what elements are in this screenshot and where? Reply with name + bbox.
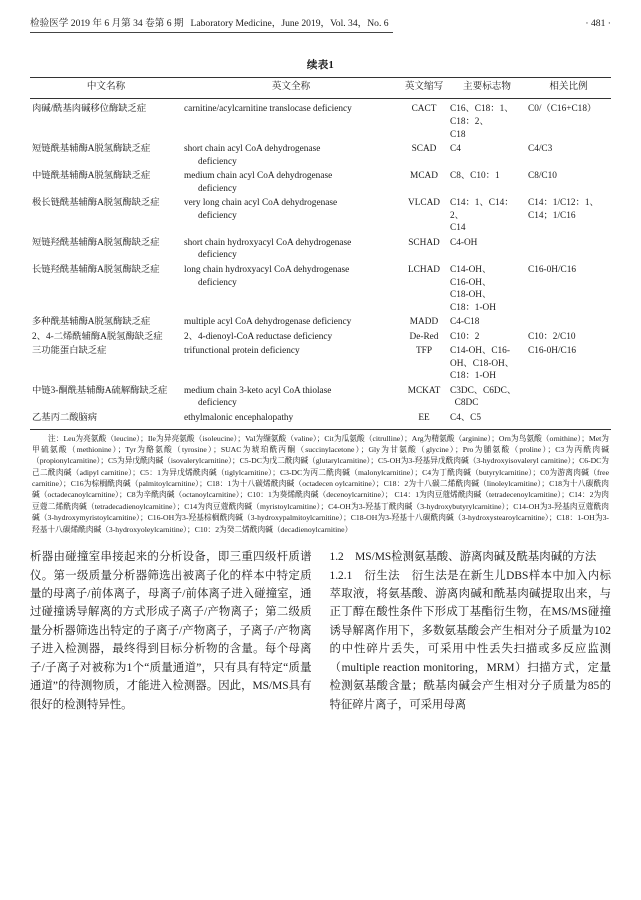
cell-chinese-name: 中链酰基辅酶A脱氢酶缺乏症 xyxy=(32,171,151,182)
cell-english-name: medium chain 3-keto acyl CoA thiolase deficiency xyxy=(184,385,332,409)
column-header-chinese-name: 中文名称 xyxy=(86,81,126,93)
cell-related-ratio xyxy=(526,384,611,411)
table-row xyxy=(30,142,611,169)
column-header-main-marker: 主要标志物 xyxy=(463,81,511,93)
disease-marker-table xyxy=(30,77,611,425)
cell-chinese-name: 极长链酰基辅酶A脱氢酶缺乏症 xyxy=(32,198,160,209)
cell-abbreviation: EE xyxy=(418,412,430,423)
table-footnote: 注：Leu为亮氨酸（leucine）；Ile为异亮氨酸（isoleucine）；Val为缬氨酸（valine）；Cit为瓜氨酸（citrulline）；Arg为精氨酸（arginine）；Orn为鸟氨酸（ornithine）；Met为甲硫氨酸（methionine）；Tyr为酪氨酸（tyrosine）；SUAC为琥珀酰丙酮（succinylacetone）；Gly为甘氨酸（glycine）；Pro为脯氨酸（proline）；C3为丙酰肉碱（propionylcarnitine）；C5为异戊酰肉碱（isovalerylcarnitine）；C5-DC为戊二酰肉碱（glutarylcarnitine）；C5-OH为3-羟基异戊酰肉碱（3-hydroxyisovaleryl carnitine）；C6-DC为己二酰肉碱（adipyl carnitine）；C5：1为异戊烯酰肉碱（tiglylcarnitine）；C3-DC为丙二酰肉碱（malonylcarnitine）；C4为丁酰肉碱（butyrylcarnitine）；C0为游离肉碱（free carnitine）；C16为棕榈酰肉碱（palmitoylcarnitine）；C18：1为十八碳烯酰肉碱（octadecen oylcarnitine）；C18：2为十八碳二烯酰肉碱（linoleylcarnitine）；C18为十八碳酰肉碱（octadecanoylcarnitine）；C8为辛酰肉碱（octanoylcarnitine）；C10：1为葵烯酰肉碱（decenoylcarnitine）； C14：1为肉豆蔻烯酰肉碱（tetradecenoylcarnitine）；C14：2为肉豆蔻二烯酰肉碱（tetradecadienoylcarnitine）；C14为肉豆蔻酰肉碱（myristoylcarnitine）；C4-OH为3-羟基丁酰肉碱（3-hydroxybutyrylcarnitine）；C14-OH为3-羟基肉豆蔻酰肉碱（3-hydroxymyristoylcarnitine）；C16-OH为3-羟基棕榈酰肉碱（3-hydroxypalmitoylcarnitine）；C18-OH为3-羟基十八碳酰肉碱（3-hydroxystearoylcarnitine）；C18：1-OH为3-羟基十八碳烯酰肉碱（3-hydroxyoleylcarnitine）；C10：2为癸二烯酰肉碱（decadienoylcarnitine） xyxy=(32,433,609,534)
table-row xyxy=(30,263,611,315)
cell-english-name: medium chain acyl CoA dehydrogenase deficiency xyxy=(184,171,333,194)
table-row xyxy=(30,99,611,142)
cell-main-marker: C14-OH、C16- OH、C18-OH、 C18：1-OH xyxy=(450,346,515,382)
cell-english-name: short chain acyl CoA dehydrogenase deficiency xyxy=(184,144,321,167)
cell-chinese-name: 乙基丙二酸脑病 xyxy=(32,412,98,423)
cell-abbreviation: SCHAD xyxy=(408,237,440,248)
table-row xyxy=(30,330,611,345)
running-head-left xyxy=(30,18,393,33)
table-row xyxy=(30,236,611,263)
cell-chinese-name: 长链羟酰基辅酶A脱氢酶缺乏症 xyxy=(32,264,160,275)
table-body xyxy=(30,99,611,426)
cell-abbreviation: CACT xyxy=(411,104,437,115)
section-paragraph-1-2-1: 1.2.1 衍生法 衍生法是在新生儿DBS样本中加入内标萃取液，将氨基酸、游离肉碱和酰基肉碱提取出来，与正丁醇在酸性条件下形成丁基酯衍生物，在MS/MS碰撞诱导解离作用下，多数氨基酸会产生相对分子质量为102的中性碎片丢失，可采用中性丢失扫描或多反应监测（multiple reaction monitoring，MRM）扫描方式，定量检测氨基酸含量；酰基肉碱会产生相对分子质量为85的特征碎片离子，可采用母离 xyxy=(329,569,611,711)
cell-main-marker: C14-OH、 C16-OH、 C18-OH、 C18：1-OH xyxy=(450,264,496,313)
cell-chinese-name: 短链羟酰基辅酶A脱氢酶缺乏症 xyxy=(32,237,160,248)
table-row xyxy=(30,384,611,411)
cell-chinese-name: 中链3-酮酰基辅酶A硫解酶缺乏症 xyxy=(32,385,168,396)
table-head xyxy=(30,78,611,99)
body-column-left xyxy=(30,548,312,714)
cell-english-name: ethylmalonic encephalopathy xyxy=(184,412,294,423)
cell-abbreviation: TFP xyxy=(415,346,433,357)
cell-abbreviation: MCAD xyxy=(410,171,438,182)
cell-related-ratio: C4/C3 xyxy=(528,144,553,155)
cell-main-marker: C3DC、C6DC、 C8DC xyxy=(450,385,517,409)
table-header-row xyxy=(30,78,611,99)
cell-related-ratio: C16-0H/C16 xyxy=(528,346,577,357)
cell-abbreviation: SCAD xyxy=(411,144,437,155)
section-heading-1-2: 1.2 MS/MS检测氨基酸、游离肉碱及酰基肉碱的方法 xyxy=(329,551,597,564)
cell-abbreviation: De-Red xyxy=(409,331,439,342)
cell-english-name: long chain hydroxyacyl CoA dehydrogenase deficiency xyxy=(184,264,350,288)
column-header-related-ratio: 相关比例 xyxy=(549,81,588,93)
cell-english-name: very long chain acyl CoA dehydrogenase deficiency xyxy=(184,198,338,221)
cell-related-ratio: C0/（C16+C18） xyxy=(528,104,597,115)
cell-related-ratio xyxy=(526,315,611,330)
cell-chinese-name: 肉碱/酰基肉碱移位酶缺乏症 xyxy=(32,104,147,115)
cell-related-ratio xyxy=(526,236,611,263)
table-row xyxy=(30,411,611,426)
cell-english-name: short chain hydroxyacyl CoA dehydrogenase deficiency xyxy=(184,237,352,261)
table-row xyxy=(30,315,611,330)
cell-abbreviation: MADD xyxy=(409,317,439,328)
cell-related-ratio: C14：1/C12：1、 C14；1/C16 xyxy=(528,198,599,221)
journal-title-cn: 检验医学 2019 年 6 月第 34 卷第 6 期 xyxy=(30,18,184,29)
cell-chinese-name: 2、4-二烯酰辅酶A脱氢酶缺乏症 xyxy=(32,331,163,342)
running-head xyxy=(30,18,611,35)
cell-main-marker: C4 xyxy=(450,144,461,155)
table-bottom-rule xyxy=(30,429,611,430)
cell-abbreviation: VLCAD xyxy=(407,198,441,209)
table-row xyxy=(30,196,611,236)
cell-abbreviation: LCHAD xyxy=(407,264,441,275)
table-row xyxy=(30,169,611,196)
cell-main-marker: C14：1、C14：2、 C14 xyxy=(450,198,514,234)
cell-english-name: 2、4-dienoyl-CoA reductase deficiency xyxy=(184,331,333,342)
cell-abbreviation: MCKAT xyxy=(407,385,441,396)
cell-chinese-name: 多种酰基辅酶A脱氢酶缺乏症 xyxy=(32,317,151,328)
article-body xyxy=(30,548,611,714)
left-column-paragraph: 析器由碰撞室串接起来的分析设备，即三重四级杆质谱仪。第一级质量分析器筛选出被离子化的样本中特定质量的母离子/前体离子，母离子/前体离子进入碰撞室，通过碰撞诱导解离的方式形成子离子/产物离子；第二级质量分析器筛选出特定的子离子/产物离子，子离子/产物离子进入检测器，最终得到目标分析物的含量。每个母离子/子离子对被称为1个“质量通道”，只有具有特定“质量通道”的待测物质，才能进入检测器。因此，MS/MS具有很好的检测特异性。 xyxy=(30,551,312,711)
cell-main-marker: C4-C18 xyxy=(450,317,480,328)
cell-chinese-name: 短链酰基辅酶A脱氢酶缺乏症 xyxy=(32,144,151,155)
cell-main-marker: C10：2 xyxy=(450,331,480,342)
cell-related-ratio: C16-0H/C16 xyxy=(528,264,577,275)
cell-related-ratio: C10：2/C10 xyxy=(528,331,576,342)
cell-main-marker: C8、C10：1 xyxy=(450,171,500,182)
body-column-right xyxy=(330,548,612,714)
cell-main-marker: C16、C18：1、 C18：2、 C18 xyxy=(450,104,514,140)
cell-chinese-name: 三功能蛋白缺乏症 xyxy=(32,346,107,357)
page-number: · 481 · xyxy=(585,18,611,29)
cell-english-name: carnitine/acylcarnitine translocase deficiency xyxy=(184,104,352,115)
cell-english-name: trifunctional protein deficiency xyxy=(184,346,300,357)
cell-main-marker: C4-OH xyxy=(450,237,478,248)
column-header-abbreviation: 英文缩写 xyxy=(404,81,444,93)
column-header-english-name: 英文全称 xyxy=(271,81,311,93)
cell-english-name: multiple acyl CoA dehydrogenase deficiency xyxy=(184,317,352,328)
table-row xyxy=(30,344,611,384)
table-caption: 续表1 xyxy=(306,60,335,72)
cell-related-ratio: C8/C10 xyxy=(528,171,557,182)
cell-main-marker: C4、C5 xyxy=(450,412,481,423)
cell-related-ratio xyxy=(526,411,611,426)
journal-title-en: Laboratory Medicine，June 2019，Vol. 34，No. 6 xyxy=(190,18,389,29)
